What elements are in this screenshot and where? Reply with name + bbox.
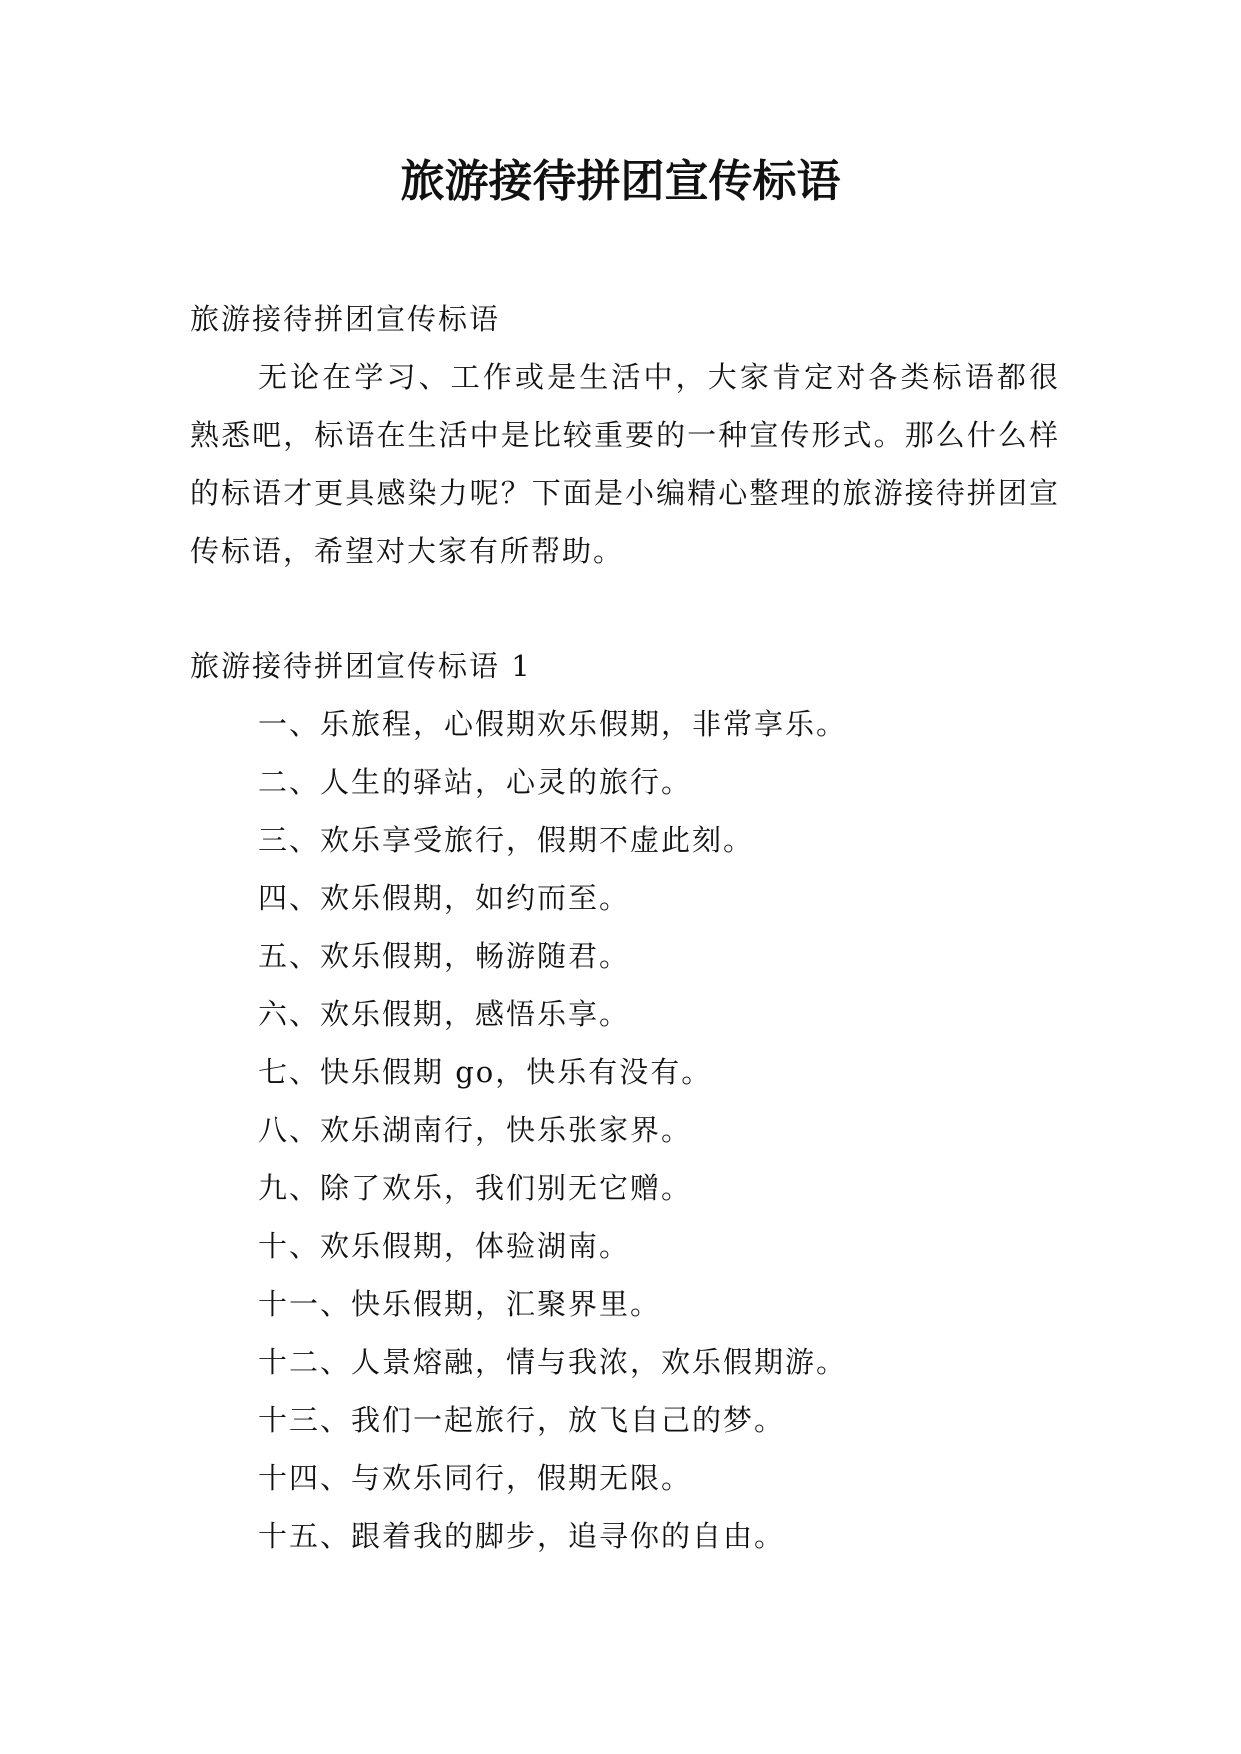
list-item: 十四、与欢乐同行，假期无限。	[258, 1461, 693, 1495]
list-item: 十五、跟着我的脚步，追寻你的自由。	[258, 1519, 786, 1553]
list-item: 十二、人景熔融，情与我浓，欢乐假期游。	[258, 1345, 848, 1379]
list-item: 一、乐旅程，心假期欢乐假期，非常享乐。	[258, 707, 848, 741]
section-heading: 旅游接待拼团宣传标语 1	[190, 649, 532, 683]
list-item: 九、除了欢乐，我们别无它赠。	[258, 1171, 693, 1205]
list-item: 六、欢乐假期，感悟乐享。	[258, 997, 631, 1031]
list-item: 十一、快乐假期，汇聚界里。	[258, 1287, 662, 1321]
list-item: 八、欢乐湖南行，快乐张家界。	[258, 1113, 693, 1147]
list-item: 十三、我们一起旅行，放飞自己的梦。	[258, 1403, 786, 1437]
slogan-list	[258, 695, 1058, 1565]
document-subtitle: 旅游接待拼团宣传标语	[190, 302, 501, 336]
list-item: 三、欢乐享受旅行，假期不虚此刻。	[258, 823, 755, 857]
list-item: 十、欢乐假期，体验湖南。	[258, 1229, 631, 1263]
list-item: 七、快乐假期 go，快乐有没有。	[258, 1055, 713, 1089]
page-title: 旅游接待拼团宣传标语	[400, 156, 841, 207]
list-item: 二、人生的驿站，心灵的旅行。	[258, 765, 693, 799]
list-item: 四、欢乐假期，如约而至。	[258, 881, 631, 915]
intro-paragraph: 无论在学习、工作或是生活中，大家肯定对各类标语都很熟悉吧，标语在生活中是比较重要的一种宣传形式。那么什么样的标语才更具感染力呢？下面是小编精心整理的旅游接待拼团宣传标语，希望对大家有所帮助。	[190, 360, 1060, 568]
list-item: 五、欢乐假期，畅游随君。	[258, 939, 631, 973]
